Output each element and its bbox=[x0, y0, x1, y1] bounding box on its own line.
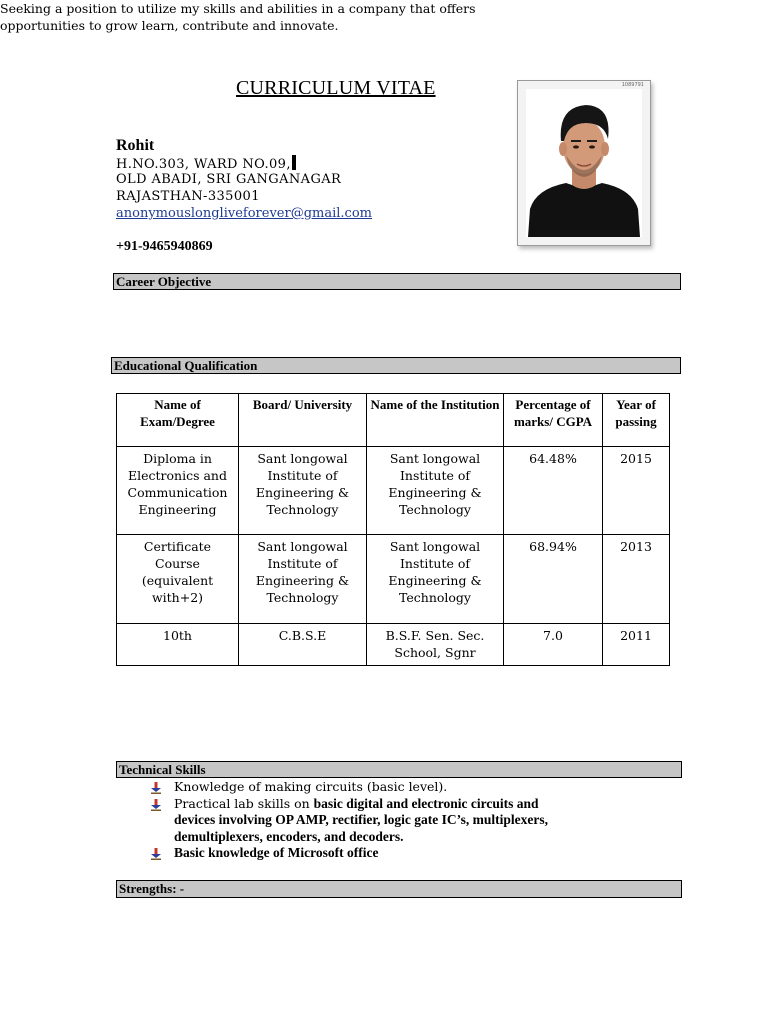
table-cell: Sant longowal Institute of Engineering & Technology bbox=[239, 447, 367, 535]
header-year: Year of passing bbox=[603, 394, 670, 447]
address-line-2: OLD ABADI, SRI GANGANAGAR bbox=[116, 172, 342, 187]
table-row bbox=[117, 535, 670, 624]
table-cell: 2013 bbox=[603, 535, 670, 624]
table-row bbox=[117, 624, 670, 666]
email-link[interactable]: anonymouslongliveforever@gmail.com bbox=[116, 206, 372, 221]
document-title: CURRICULUM VITAE bbox=[236, 77, 436, 99]
address-line-1: H.NO.303, WARD NO.09, bbox=[116, 155, 296, 172]
table-cell: Sant longowal Institute of Engineering & Technology bbox=[239, 535, 367, 624]
technical-skills-heading: Technical Skills bbox=[116, 761, 682, 778]
table-row bbox=[117, 447, 670, 535]
candidate-name: Rohit bbox=[116, 137, 155, 154]
photo-tag: 1089791 bbox=[621, 82, 644, 88]
arrow-bullet-icon bbox=[150, 848, 162, 860]
career-objective-text: Seeking a position to utilize my skills and abilities in a company that offers opportunities to grow learn, contribute and innovate. bbox=[0, 1, 476, 33]
header-percentage: Percentage of marks/ CGPA bbox=[504, 394, 603, 447]
education-heading: Educational Qualification bbox=[111, 357, 681, 374]
list-item: Basic knowledge of Microsoft office bbox=[150, 845, 570, 862]
technical-skills-list bbox=[150, 779, 570, 862]
address-line-3: RAJASTHAN-335001 bbox=[116, 189, 260, 204]
table-cell: Certificate Course (equivalent with+2) bbox=[117, 535, 239, 624]
table-cell: 68.94% bbox=[504, 535, 603, 624]
table-header-row bbox=[117, 394, 670, 447]
table-cell: 2011 bbox=[603, 624, 670, 666]
table-cell: Sant longowal Institute of Engineering & Technology bbox=[367, 447, 504, 535]
phone-number: +91-9465940869 bbox=[116, 239, 213, 254]
header-exam: Name of Exam/Degree bbox=[117, 394, 239, 447]
text-cursor bbox=[292, 155, 296, 170]
arrow-bullet-icon bbox=[150, 782, 162, 794]
education-table bbox=[116, 393, 670, 666]
career-objective-heading: Career Objective bbox=[113, 273, 681, 290]
table-cell: 10th bbox=[117, 624, 239, 666]
header-institution: Name of the Institution bbox=[367, 394, 504, 447]
arrow-bullet-icon bbox=[150, 799, 162, 811]
list-item: Practical lab skills on basic digital and electronic circuits and devices involving OP AMP, rectifier, logic gate IC’s, multiplexers, demultiplexers, encoders, and decoders. bbox=[150, 796, 570, 846]
table-cell: Sant longowal Institute of Engineering & Technology bbox=[367, 535, 504, 624]
list-item: Knowledge of making circuits (basic level). bbox=[150, 779, 570, 796]
table-cell: 2015 bbox=[603, 447, 670, 535]
table-cell: 64.48% bbox=[504, 447, 603, 535]
table-cell: B.S.F. Sen. Sec. School, Sgnr bbox=[367, 624, 504, 666]
profile-photo bbox=[517, 80, 651, 246]
table-cell: Diploma in Electronics and Communication Engineering bbox=[117, 447, 239, 535]
table-cell: 7.0 bbox=[504, 624, 603, 666]
person-photo-icon bbox=[526, 89, 642, 237]
strengths-heading: Strengths: - bbox=[116, 880, 682, 898]
table-cell: C.B.S.E bbox=[239, 624, 367, 666]
header-board: Board/ University bbox=[239, 394, 367, 447]
